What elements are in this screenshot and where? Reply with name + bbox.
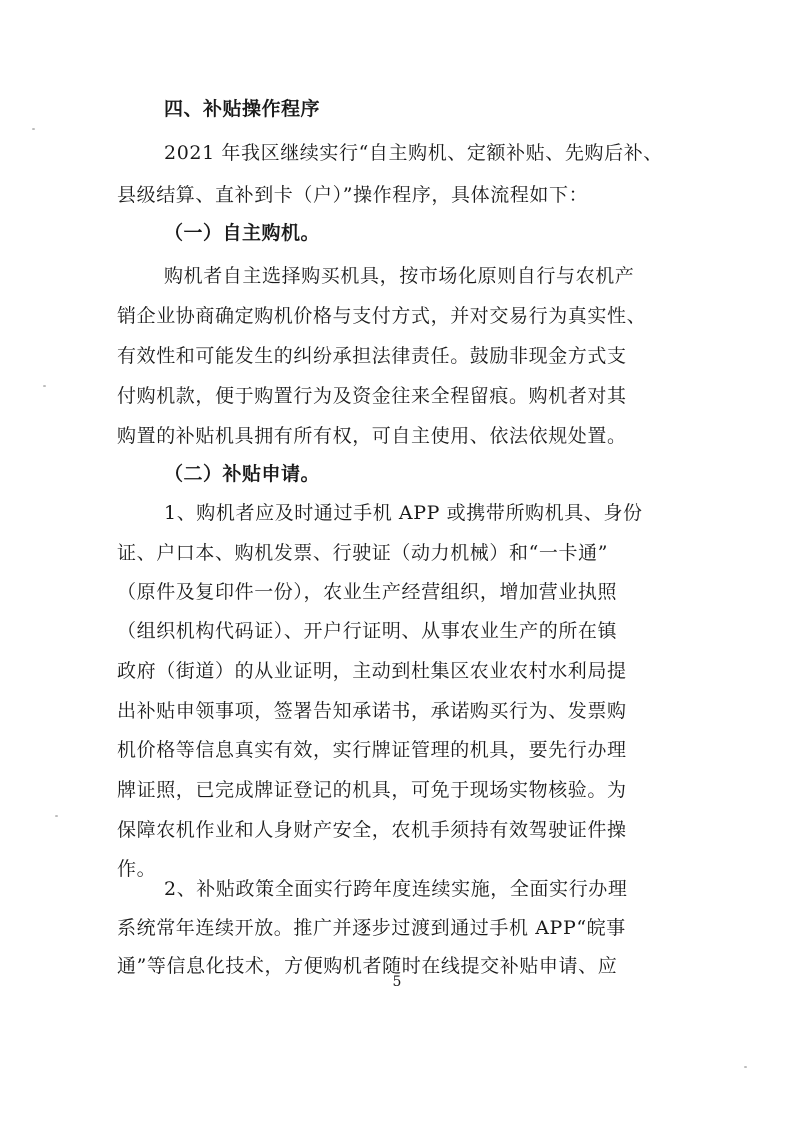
paragraph-line: （组织机构代码证）、开户行证明、从事农业生产的所在镇 bbox=[117, 620, 618, 642]
paragraph-line: 2021 年我区继续实行“自主购机、定额补贴、先购后补、 bbox=[164, 142, 663, 164]
paragraph-line: 政府（街道）的从业证明，主动到杜集区农业农村水利局提 bbox=[117, 660, 627, 682]
paragraph-line: 出补贴申领事项，签署告知承诺书，承诺购买行为、发票购 bbox=[117, 700, 627, 722]
paragraph-line: 证、户口本、购机发票、行驶证（动力机械）和“一卡通” bbox=[117, 542, 609, 564]
paragraph-line: 保障农机作业和人身财产安全，农机手须持有效驾驶证件操 bbox=[117, 819, 627, 841]
paragraph-line: 作。 bbox=[117, 858, 157, 880]
paragraph-line: 系统常年连续开放。推广并逐步过渡到通过手机 APP“皖事 bbox=[117, 917, 626, 939]
paragraph-line: 购机者自主选择购买机具，按市场化原则自行与农机产 bbox=[164, 265, 635, 287]
paragraph-line: 销企业协商确定购机价格与支付方式，并对交易行为真实性、 bbox=[117, 305, 647, 327]
paragraph-line: 2、补贴政策全面实行跨年度连续实施，全面实行办理 bbox=[164, 878, 628, 900]
paragraph-line: （原件及复印件一份），农业生产经营组织，增加营业执照 bbox=[117, 581, 618, 603]
scan-speck bbox=[43, 385, 46, 387]
paragraph-line: 购置的补贴机具拥有所有权，可自主使用、依法依规处置。 bbox=[117, 425, 627, 447]
scan-speck bbox=[744, 1066, 747, 1068]
paragraph-line: 有效性和可能发生的纠纷承担法律责任。鼓励非现金方式支 bbox=[117, 345, 627, 367]
page-number: 5 bbox=[392, 974, 402, 990]
scan-speck bbox=[55, 815, 58, 817]
paragraph-line: 付购机款，便于购置行为及资金往来全程留痕。购机者对其 bbox=[117, 385, 627, 407]
paragraph-line: 通”等信息化技术，方便购机者随时在线提交补贴申请、应 bbox=[117, 955, 618, 977]
paragraph-line: 牌证照，已完成牌证登记的机具，可免于现场实物核验。为 bbox=[117, 779, 627, 801]
scan-speck bbox=[32, 128, 35, 130]
paragraph-line: 县级结算、直补到卡（户）”操作程序，具体流程如下： bbox=[117, 184, 589, 206]
section-title: 四、补贴操作程序 bbox=[164, 98, 321, 120]
paragraph-line: 机价格等信息真实有效，实行牌证管理的机具，要先行办理 bbox=[117, 739, 627, 761]
subsection-title: （一）自主购机。 bbox=[164, 222, 321, 244]
paragraph-line: 1、购机者应及时通过手机 APP 或携带所购机具、身份 bbox=[164, 502, 643, 524]
subsection-title: （二）补贴申请。 bbox=[164, 463, 321, 485]
